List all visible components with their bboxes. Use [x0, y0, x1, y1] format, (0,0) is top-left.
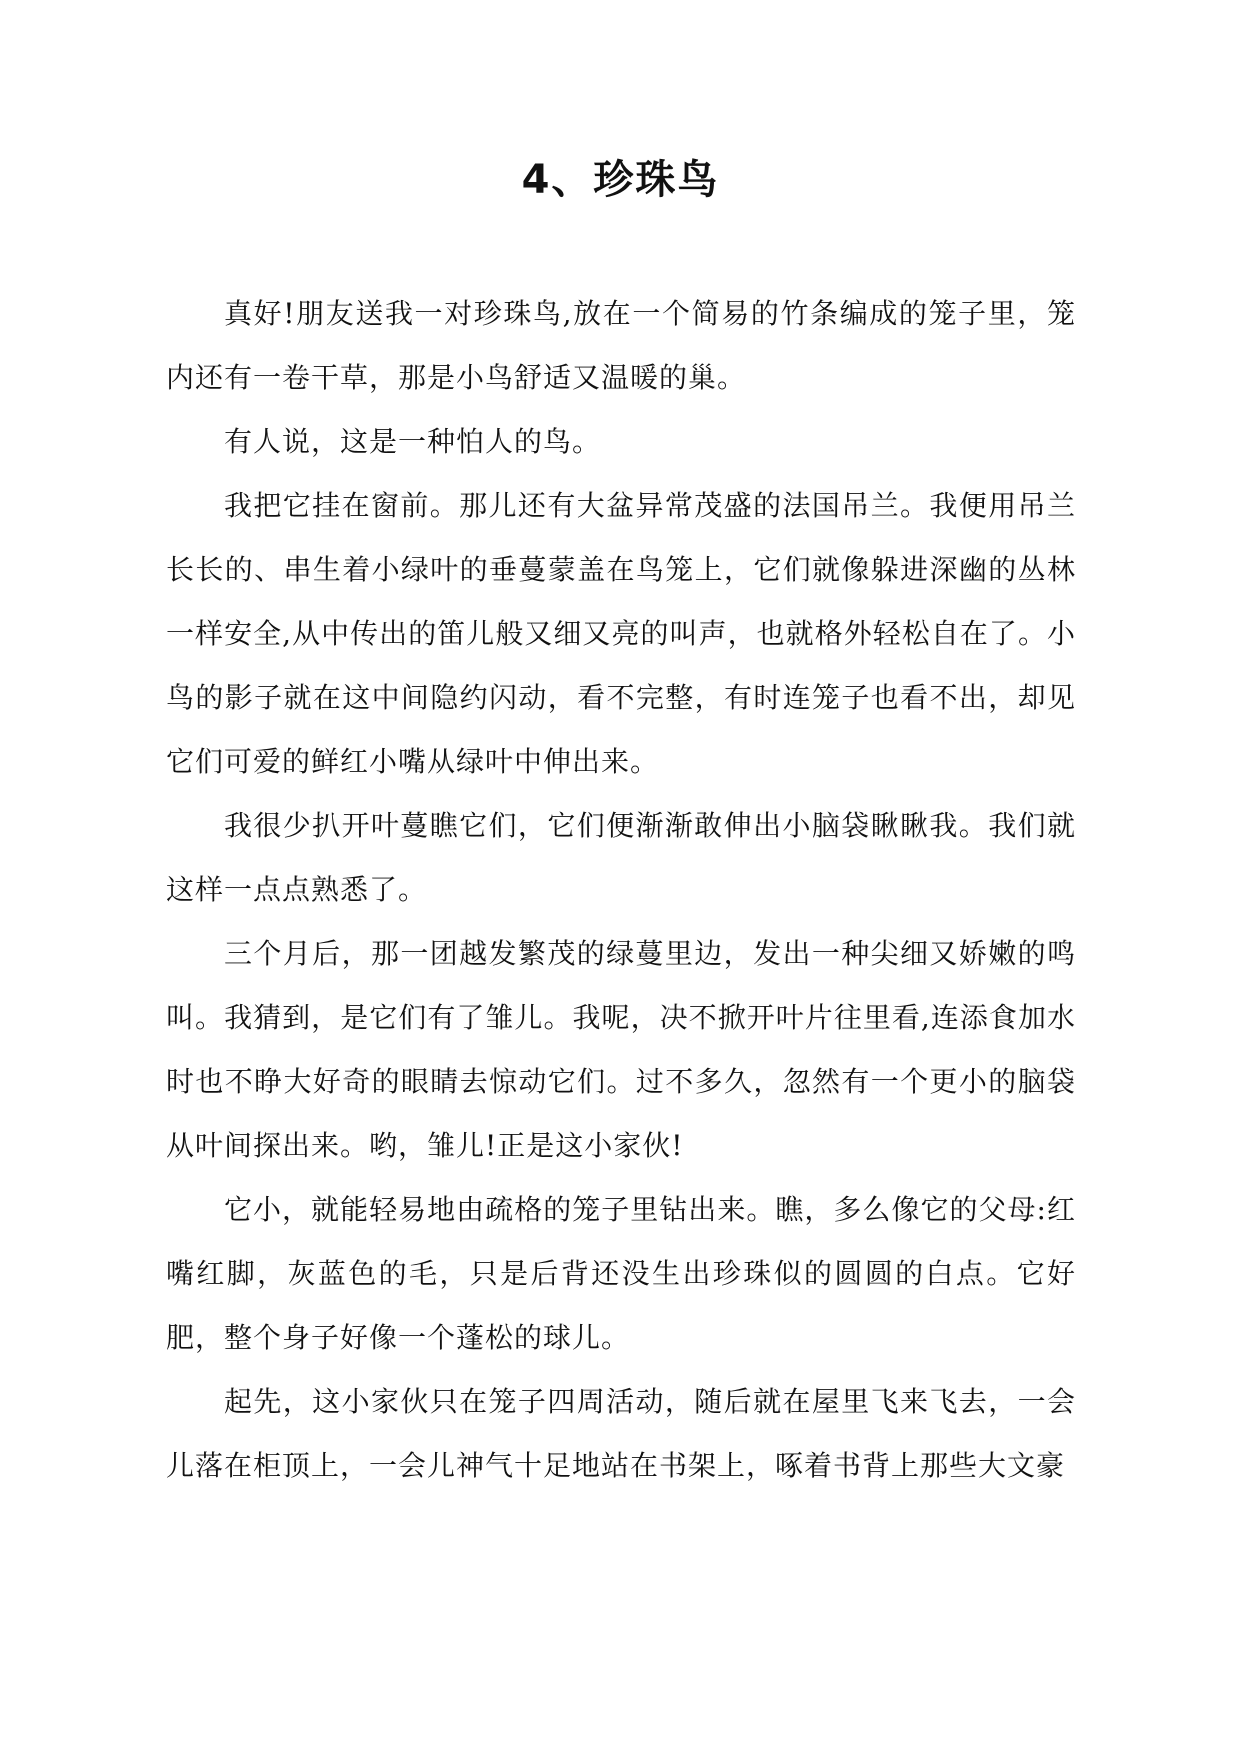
article-body [166, 282, 1076, 1498]
paragraph: 它小，就能轻易地由疏格的笼子里钻出来。瞧，多么像它的父母:红嘴红脚，灰蓝色的毛，只是后背还没生出珍珠似的圆圆的白点。它好肥，整个身子好像一个蓬松的球儿。 [166, 1193, 1076, 1354]
paragraph: 有人说，这是一种怕人的鸟。 [224, 425, 602, 458]
page-title: 4、珍珠鸟 [521, 157, 720, 203]
paragraph: 起先，这小家伙只在笼子四周活动，随后就在屋里飞来飞去，一会儿落在柜顶上，一会儿神气十足地站在书架上，啄着书背上那些大文豪 [166, 1385, 1076, 1482]
paragraph: 我很少扒开叶蔓瞧它们，它们便渐渐敢伸出小脑袋瞅瞅我。我们就这样一点点熟悉了。 [166, 809, 1076, 906]
paragraph: 我把它挂在窗前。那儿还有大盆异常茂盛的法国吊兰。我便用吊兰长长的、串生着小绿叶的垂蔓蒙盖在鸟笼上，它们就像躲进深幽的丛林一样安全,从中传出的笛儿般又细又亮的叫声，也就格外轻松自在了。小鸟的影子就在这中间隐约闪动，看不完整，有时连笼子也看不出，却见它们可爱的鲜红小嘴从绿叶中伸出来。 [166, 489, 1076, 778]
paragraph: 三个月后，那一团越发繁茂的绿蔓里边，发出一种尖细又娇嫩的鸣叫。我猜到，是它们有了雏儿。我呢，决不掀开叶片往里看,连添食加水时也不睁大好奇的眼睛去惊动它们。过不多久，忽然有一个更小的脑袋从叶间探出来。哟，雏儿!正是这小家伙! [166, 937, 1076, 1162]
paragraph: 真好!朋友送我一对珍珠鸟,放在一个简易的竹条编成的笼子里，笼内还有一卷干草，那是小鸟舒适又温暖的巢。 [166, 297, 1076, 394]
